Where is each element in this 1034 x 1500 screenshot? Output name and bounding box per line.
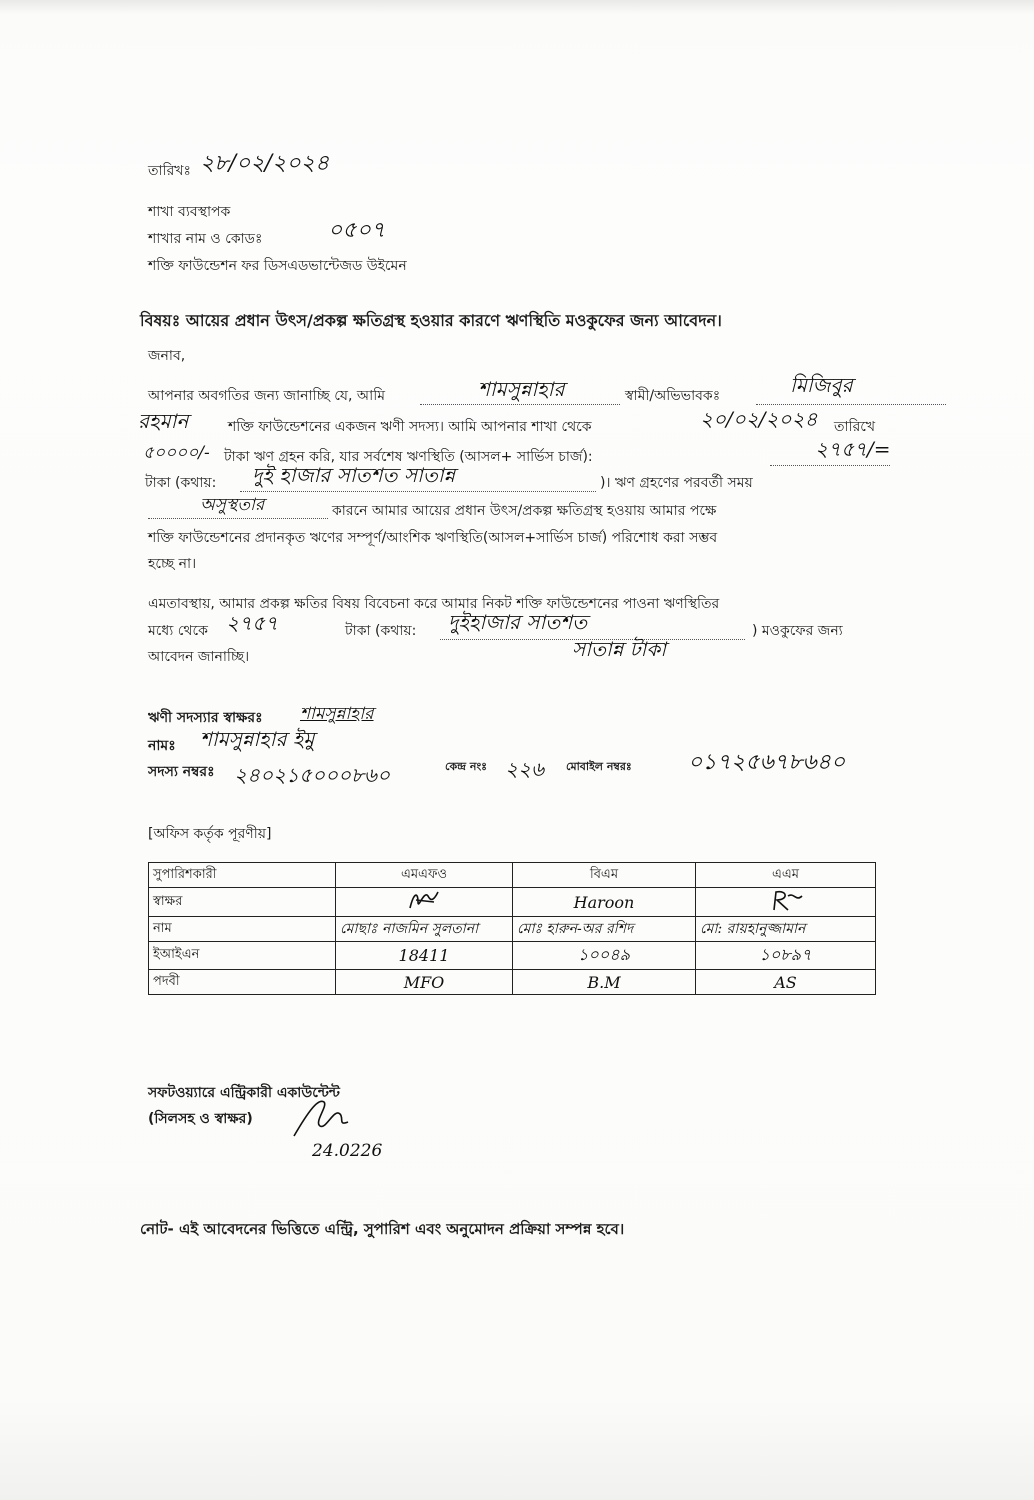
row-label: ইআইএন <box>149 942 336 970</box>
member-name-label: নামঃ <box>148 738 176 754</box>
para2-line2b: টাকা (কথায়: <box>345 623 417 639</box>
table-row <box>149 942 876 970</box>
am-name: মো: রায়হানুজ্জামান <box>696 917 876 942</box>
member-signature: শামসুন্নাহার <box>300 704 374 724</box>
subject-line: বিষয়ঃ আয়ের প্রধান উৎস/প্রকল্প ক্ষতিগ্রস্থ হওয়ার কারণে ঋণস্থিতি মওকুফের জন্য আবেদন। <box>140 311 722 330</box>
recipient-title: শাখা ব্যবস্থাপক <box>148 204 231 220</box>
office-section-label: [অফিস কর্তৃক পূরণীয়] <box>148 826 272 842</box>
bm-ein: ১০০৪৯ <box>513 942 696 970</box>
mfo-ein: 18411 <box>336 942 513 970</box>
loan-amount: ৫০০০০/- <box>143 443 210 463</box>
para1-line2: শক্তি ফাউন্ডেশনের একজন ঋণী সদস্য। আমি আপনার শাখা থেকে <box>228 419 592 435</box>
footer-note: নোট- এই আবেদনের ভিত্তিতে এন্ট্রি, সুপারিশ এবং অনুমোদন প্রক্রিয়া সম্পন্ন হবে। <box>140 1220 625 1238</box>
accountant-signed-date: 24.0226 <box>312 1141 383 1161</box>
loan-date: ২০/০২/২০২৪ <box>700 407 818 431</box>
guardian-name-part1: মিজিবুর <box>790 373 853 397</box>
mfo-signature <box>404 888 444 912</box>
member-signature-label: ঋণী সদস্যার স্বাক্ষরঃ <box>148 710 263 726</box>
table-header-cell: সুপারিশকারী <box>149 863 336 888</box>
para2-line1: এমতাবস্থায়, আমার প্রকল্প ক্ষতির বিষয় বিবেচনা করে আমার নিকট শক্তি ফাউন্ডেশনের পাওনা ঋণস্থিতির <box>148 596 720 612</box>
member-number: ২৪০২১৫০০০৮৬০ <box>234 763 390 787</box>
guardian-label: স্বামী/অভিভাবকঃ <box>625 388 721 404</box>
table-row <box>149 970 876 995</box>
table-header-cell: এএম <box>696 863 876 888</box>
accountant-subtitle: (সিলসহ ও স্বাক্ষর) <box>148 1111 253 1127</box>
para1-line4b: )। ঋণ গ্রহণের পরবর্তী সময় <box>600 475 753 491</box>
para2-line3: আবেদন জানাচ্ছি। <box>148 649 250 665</box>
dotted-leader <box>420 404 620 405</box>
bm-signature: Haroon <box>513 888 696 917</box>
table-header-cell: বিএম <box>513 863 696 888</box>
date-label: তারিখঃ <box>148 163 191 179</box>
para2-line2a: মধ্যে থেকে <box>148 623 208 639</box>
mobile-label: মোবাইল নম্বরঃ <box>566 760 632 773</box>
dotted-leader <box>240 491 596 492</box>
center-label: কেন্দ্র নংঃ <box>445 760 488 773</box>
date-value: ২৮/০২/২০২৪ <box>200 151 330 176</box>
para1-line7: হচ্ছে না। <box>148 556 197 572</box>
member-name: শামসুন্নাহার ইমু <box>200 727 315 751</box>
waiver-amount: ২৭৫৭ <box>226 611 278 635</box>
am-signature-cell <box>696 888 876 917</box>
branch-label: শাখার নাম ও কোডঃ <box>148 231 263 247</box>
am-designation: AS <box>696 970 876 995</box>
am-signature <box>766 888 806 912</box>
para1-line4a: টাকা (কথায়: <box>145 475 217 491</box>
member-name-handwritten: শামসুন্নাহার <box>478 377 565 401</box>
date-suffix: তারিখে <box>834 419 876 435</box>
para2-line2c: ) মওকুফের জন্য <box>752 623 843 639</box>
accountant-title: সফটওয়্যারে এন্ট্রিকারী একাউন্টেন্ট <box>148 1085 340 1101</box>
para1-line5: কারনে আমার আয়ের প্রধান উৎস/প্রকল্প ক্ষতিগ্রস্থ হওয়ায় আমার পক্ষে <box>332 503 717 519</box>
mfo-designation: MFO <box>336 970 513 995</box>
row-label: নাম <box>149 917 336 942</box>
accountant-signature <box>290 1092 370 1142</box>
damage-reason: অসুস্থতার <box>200 495 265 515</box>
row-label: স্বাক্ষর <box>149 888 336 917</box>
outstanding-amount: ২৭৫৭/= <box>815 437 891 461</box>
dotted-leader <box>770 465 890 466</box>
para1-line1: আপনার অবগতির জন্য জানাচ্ছি যে, আমি <box>148 388 386 404</box>
guardian-name-part2: রহমান <box>138 409 189 433</box>
table-header-cell: এমএফও <box>336 863 513 888</box>
table-row <box>149 888 876 917</box>
salutation: জনাব, <box>148 348 186 364</box>
waiver-words-part2: সাতান্ন টাকা <box>572 637 667 661</box>
mobile-number: ০১৭২৫৬৭৮৬৪০ <box>688 750 846 775</box>
recommendation-table <box>148 862 876 995</box>
table-header-row <box>149 863 876 888</box>
para1-line6: শক্তি ফাউন্ডেশনের প্রদানকৃত ঋণের সম্পূর্ণ/আংশিক ঋণস্থিতি(আসল+সার্ভিস চার্জ) পরিশোধ করা সম্ভব <box>148 530 718 546</box>
am-ein: ১০৮৯৭ <box>696 942 876 970</box>
member-number-label: সদস্য নম্বরঃ <box>148 764 215 780</box>
dotted-leader <box>148 518 328 519</box>
dotted-leader <box>756 404 946 405</box>
organization-name: শক্তি ফাউন্ডেশন ফর ডিসএডভান্টেজড উইমেন <box>148 258 407 274</box>
row-label: পদবী <box>149 970 336 995</box>
branch-code: ০৫০৭ <box>328 218 386 243</box>
waiver-words-part1: দুইহাজার সাতশত <box>448 610 588 634</box>
bm-designation: B.M <box>513 970 696 995</box>
outstanding-in-words: দুই হাজার সাতশত সাতান্ন <box>252 463 456 487</box>
table-row <box>149 917 876 942</box>
center-number: ২২৬ <box>505 757 545 781</box>
para1-line3: টাকা ঋণ গ্রহন করি, যার সর্বশেষ ঋণস্থিতি (আসল+ সার্ভিস চার্জ): <box>224 449 593 465</box>
mfo-name: মোছাঃ নাজমিন সুলতানা <box>336 917 513 942</box>
bm-name: মোঃ হারুন-অর রশিদ <box>513 917 696 942</box>
mfo-signature-cell <box>336 888 513 917</box>
